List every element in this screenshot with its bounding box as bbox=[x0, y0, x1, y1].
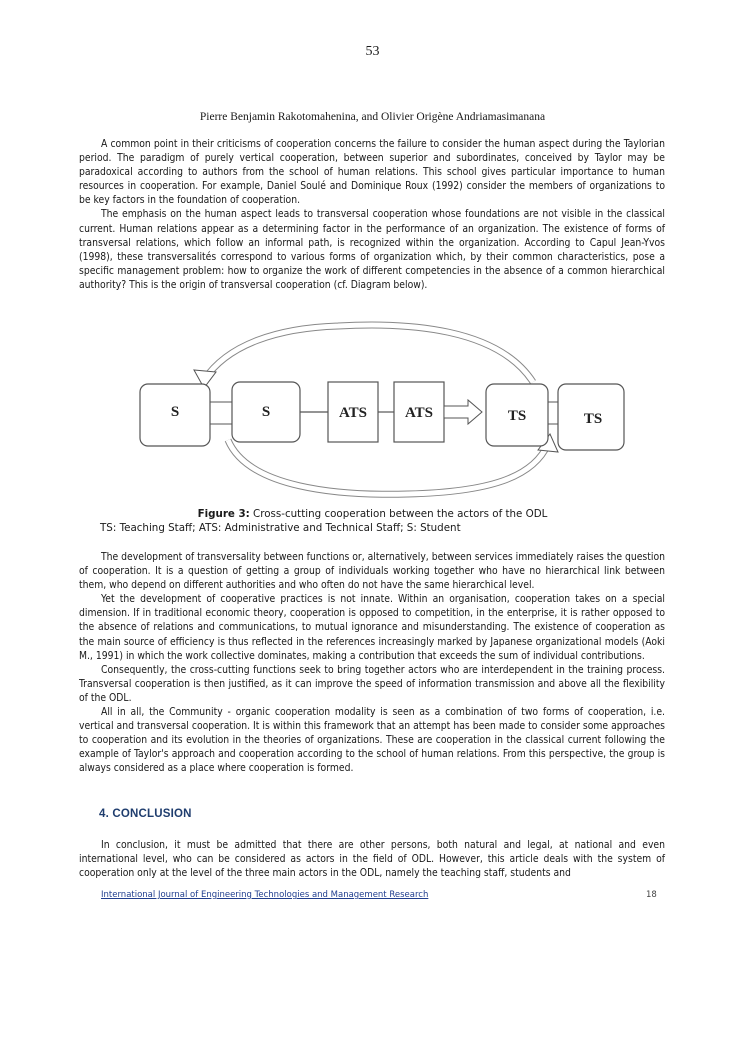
figure-caption-label: Figure 3: bbox=[197, 508, 250, 520]
paragraph: In conclusion, it must be admitted that there are other persons, both natural and legal, at national and even international level, who can be considered as actors in the field of ODL. However, this article deals with the system of cooperation only at the level of the three main actors in the ODL, namely the teaching staff, students and bbox=[79, 839, 665, 880]
paragraph: Yet the development of cooperative practices is not innate. Within an organisation, cooperation takes on a special dimension. If in traditional economic theory, cooperation is opposed to competition, in the enterprise, it is rather opposed to the absence of relations and communications, to mutual ignorance and misunderstanding. The existence of cooperation as the main source of efficiency is thus reflected in the references increasingly marked by Japanese organizational models (Aoki M., 1991) in which the work collective dominates, making a contribution that exceeds the sum of individual contributions. bbox=[79, 593, 665, 662]
paragraph: All in all, the Community - organic cooperation modality is seen as a combination of two forms of cooperation, i.e. vertical and transversal cooperation. It is within this framework that an attempt has been made to consider some approaches to cooperation and its evolution in the theories of organizations. These are cooperation in the classical current following the example of Taylor's approach and cooperation according to the school of human relations. From this perspective, the group is always considered as a place where cooperation is formed. bbox=[79, 706, 665, 775]
body-text-conclusion bbox=[79, 838, 665, 880]
box-label: ATS bbox=[338, 405, 368, 421]
figure-legend: TS: Teaching Staff; ATS: Administrative and Technical Staff; S: Student bbox=[100, 522, 461, 534]
box-label: TS bbox=[583, 411, 603, 427]
figure-caption-text: Cross-cutting cooperation between the actors of the ODL bbox=[249, 508, 548, 520]
figure-caption bbox=[0, 508, 745, 520]
paragraph: The emphasis on the human aspect leads to transversal cooperation whose foundations are not visible in the classical current. Human relations appear as a determining factor in the performance of an organization. The existence of forms of transversal relations, which follow an informal path, is recognized within the organization. According to Capul Jean-Yvos (1998), these transversalités correspond to various forms of organization which, by their common characteristics, pose a specific management problem: how to organize the work of different competencies in the absence of a common hierarchical authority? This is the origin of transversal cooperation (cf. Diagram below). bbox=[79, 208, 665, 291]
footer-page-number: 18 bbox=[646, 890, 657, 900]
box-label: TS bbox=[507, 408, 527, 424]
author-line: Pierre Benjamin Rakotomahenina, and Olivier Origène Andriamasimanana bbox=[199, 111, 546, 123]
journal-link[interactable]: International Journal of Engineering Technologies and Management Research bbox=[101, 890, 429, 900]
box-label: S bbox=[170, 404, 180, 420]
body-text-middle bbox=[79, 550, 665, 776]
paragraph: A common point in their criticisms of cooperation concerns the failure to consider the human aspect during the Taylorian period. The paradigm of purely vertical cooperation, between superior and subordinates, conceived by Taylor may be paradoxical according to authors from the school of human relations. This school gives particular importance to human resources in cooperation. For example, Daniel Soulé and Dominique Roux (1992) consider the members of organizations to be key factors in the foundation of cooperation. bbox=[79, 138, 665, 207]
connector bbox=[208, 402, 234, 424]
block-arrow bbox=[444, 400, 482, 424]
cooperation-diagram bbox=[138, 318, 628, 508]
page-number: 53 bbox=[365, 44, 380, 59]
box-label: S bbox=[261, 404, 271, 420]
paragraph: The development of transversality between functions or, alternatively, between services immediately raises the question of cooperation. It is a question of getting a group of individuals working together who have no hierarchical link between them, who depend on different authorities and who often do not have the same hierarchical level. bbox=[79, 551, 665, 592]
body-text-top bbox=[79, 137, 665, 292]
top-curved-arrow bbox=[194, 325, 533, 388]
box-label: ATS bbox=[404, 405, 434, 421]
paragraph: Consequently, the cross-cutting functions seek to bring together actors who are interdependent in the training process. Transversal cooperation is then justified, as it can improve the speed of information transmission and above all the flexibility of the ODL. bbox=[79, 663, 665, 704]
section-heading: 4. CONCLUSION bbox=[99, 808, 192, 820]
